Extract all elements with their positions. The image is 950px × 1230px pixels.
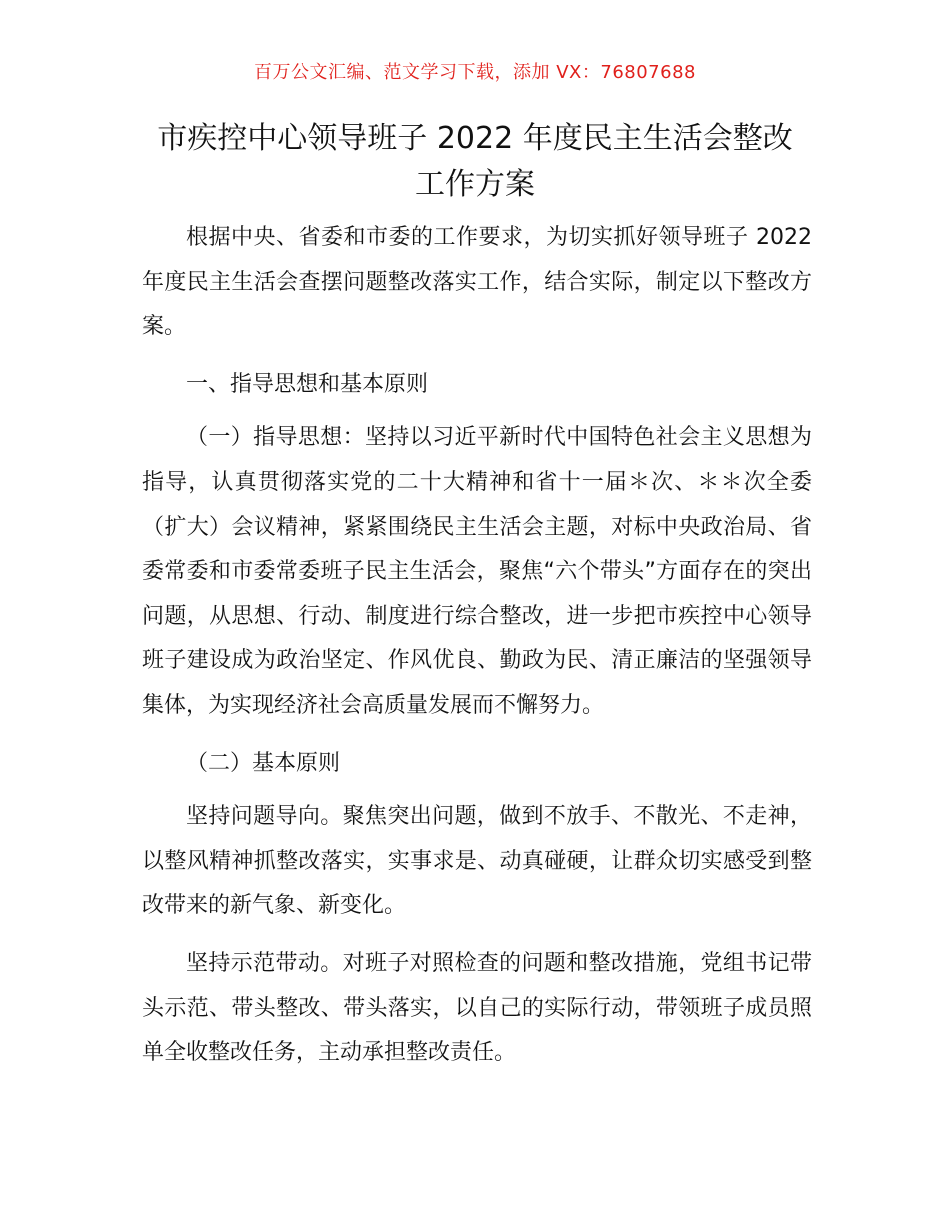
principle-demonstration-paragraph: 坚持示范带动。对班子对照检查的问题和整改措施，党组书记带头示范、带头整改、带头落实，以自己的实际行动，带领班子成员照单全收整改任务，主动承担整改责任。	[142, 950, 812, 1066]
document-body	[142, 216, 812, 1089]
principle-problem-oriented-paragraph: 坚持问题导向。聚焦突出问题，做到不放手、不散光、不走神，以整风精神抓整改落实，实事求是、动真碰硬，让群众切实感受到整改带来的新气象、新变化。	[142, 804, 812, 919]
title-line-2: 工作方案	[415, 167, 535, 202]
document-title	[100, 116, 850, 208]
watermark-header: 百万公文汇编、范文学习下载，添加 VX：76807688	[254, 62, 696, 83]
subsection-heading-principles: （二）基本原则	[186, 750, 341, 776]
section-heading-1: 一、指导思想和基本原则	[186, 371, 429, 397]
intro-paragraph: 根据中央、省委和市委的工作要求，为切实抓好领导班子 2022 年度民主生活会查摆问题整改落实工作，结合实际，制定以下整改方案。	[142, 225, 812, 340]
guiding-thought-paragraph: （一）指导思想：坚持以习近平新时代中国特色社会主义思想为指导，认真贯彻落实党的二十大精神和省十一届＊次、＊＊次全委（扩大）会议精神，紧紧围绕民主生活会主题，对标中央政治局、省委常委和市委常委班子民主生活会，聚焦“六个带头”方面存在的突出问题，从思想、行动、制度进行综合整改，进一步把市疾控中心领导班子建设成为政治坚定、作风优良、勤政为民、清正廉洁的坚强领导集体，为实现经济社会高质量发展而不懈努力。	[142, 425, 812, 718]
title-line-1: 市疾控中心领导班子 2022 年度民主生活会整改	[157, 121, 793, 156]
